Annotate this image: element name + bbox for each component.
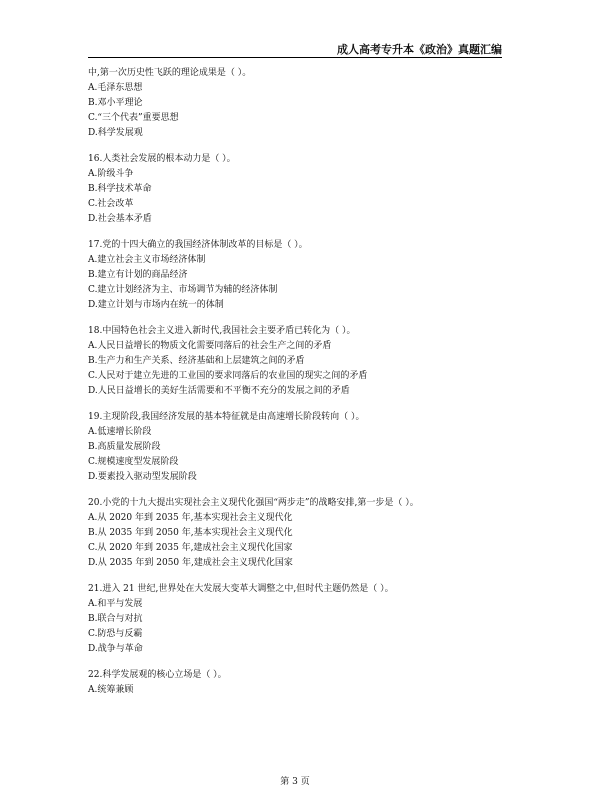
option-c: C.从 2020 年到 2035 年,建成社会主义现代化国家 [88, 543, 293, 553]
question-block [88, 582, 508, 657]
question-block [88, 324, 508, 399]
option-b: B.联合与对抗 [88, 614, 143, 624]
question-block [88, 668, 508, 698]
question-stem: 中,第一次历史性飞跃的理论成果是（ ）。 [88, 68, 252, 78]
option-b: B.建立有计划的商品经济 [88, 270, 188, 280]
option-d: D.人民日益增长的美好生活需要和不平衡不充分的发展之间的矛盾 [88, 386, 350, 396]
option-c: C.规模速度型发展阶段 [88, 457, 179, 467]
question-block [88, 152, 508, 227]
option-c: C.防恐与反霸 [88, 629, 143, 639]
option-a: A.毛泽东思想 [88, 83, 143, 93]
option-a: A.建立社会主义市场经济体制 [88, 255, 206, 265]
option-b: B.邓小平理论 [88, 98, 143, 108]
option-d: D.科学发展观 [88, 128, 143, 138]
question-stem: 21.进入 21 世纪,世界处在大发展大变革大调整之中,但时代主题仍然是（ ）。 [88, 584, 394, 594]
option-d: D.建立计划与市场内在统一的体制 [88, 300, 224, 310]
option-d: D.从 2035 年到 2050 年,建成社会主义现代化国家 [88, 558, 293, 568]
question-stem: 17.党的十四大确立的我国经济体制改革的目标是（ ）。 [88, 240, 308, 250]
header-title: 成人高考专升本《政治》真题汇编 [337, 43, 502, 56]
option-c: C.建立计划经济为主、市场调节为辅的经济体制 [88, 285, 278, 295]
option-b: B.从 2035 年到 2050 年,基本实现社会主义现代化 [88, 528, 293, 538]
question-list [88, 66, 508, 709]
question-block [88, 238, 508, 313]
page-footer [0, 774, 590, 787]
option-d: D.社会基本矛盾 [88, 214, 152, 224]
question-stem: 16.人类社会发展的根本动力是（ ）。 [88, 154, 236, 164]
option-a: A.阶级斗争 [88, 169, 134, 179]
option-a: A.统筹兼顾 [88, 685, 134, 695]
option-d: D.战争与革命 [88, 644, 143, 654]
option-a: A.从 2020 年到 2035 年,基本实现社会主义现代化 [88, 513, 293, 523]
option-d: D.要素投入驱动型发展阶段 [88, 472, 197, 482]
option-a: A.人民日益增长的物质文化需要同落后的社会生产之间的矛盾 [88, 341, 332, 351]
question-stem: 18.中国特色社会主义进入新时代,我国社会主要矛盾已转化为（ ）。 [88, 326, 356, 336]
option-c: C.“三个代表”重要思想 [88, 113, 179, 123]
question-block [88, 66, 508, 141]
page-header [88, 41, 502, 58]
question-stem: 19.主现阶段,我国经济发展的基本特征就是由高速增长阶段转向（ ）。 [88, 412, 365, 422]
question-stem: 20.小党的十九大提出实现社会主义现代化强国“两步走”的战略安排,第一步是（ ）。 [88, 498, 419, 508]
question-block [88, 496, 508, 571]
question-block [88, 410, 508, 485]
option-a: A.低速增长阶段 [88, 427, 152, 437]
option-b: B.科学技术革命 [88, 184, 152, 194]
option-b: B.高质量发展阶段 [88, 442, 161, 452]
option-b: B.生产力和生产关系、经济基础和上层建筑之间的矛盾 [88, 356, 305, 366]
option-a: A.和平与发展 [88, 599, 143, 609]
option-c: C.人民对于建立先进的工业国的要求同落后的农业国的现实之间的矛盾 [88, 371, 368, 381]
question-stem: 22.科学发展观的核心立场是（ ）。 [88, 670, 227, 680]
option-c: C.社会改革 [88, 199, 134, 209]
page-number: 第 3 页 [280, 777, 310, 787]
